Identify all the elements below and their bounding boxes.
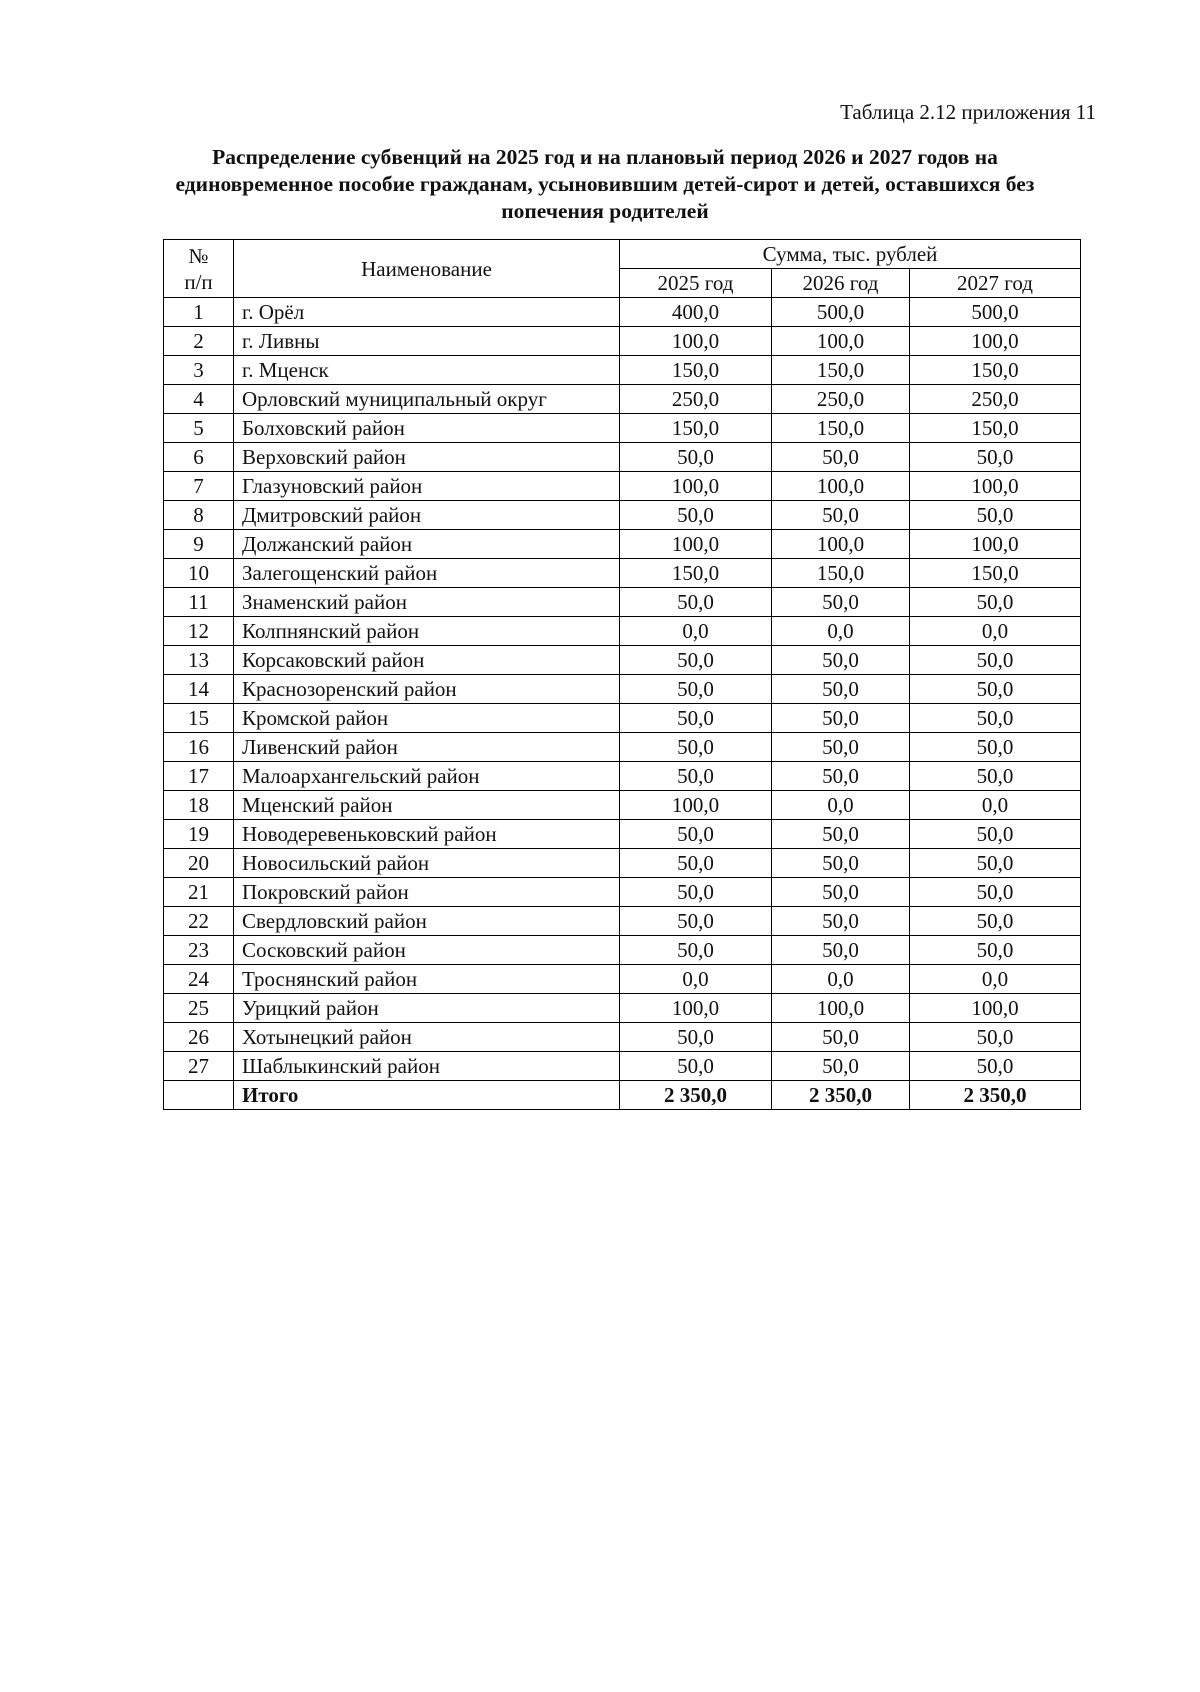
row-number: 23 <box>164 936 234 965</box>
district-name: Орловский муниципальный округ <box>234 385 620 414</box>
district-name: Мценский район <box>234 791 620 820</box>
title-line: попечения родителей <box>501 199 709 223</box>
amount-2026: 50,0 <box>772 762 910 791</box>
row-number: 8 <box>164 501 234 530</box>
district-name: Болховский район <box>234 414 620 443</box>
amount-2025: 50,0 <box>620 646 772 675</box>
district-name: Дмитровский район <box>234 501 620 530</box>
row-number: 20 <box>164 849 234 878</box>
amount-2026: 50,0 <box>772 443 910 472</box>
index-header-line: № <box>188 243 209 268</box>
amount-2025: 100,0 <box>620 791 772 820</box>
amount-2027: 100,0 <box>910 327 1081 356</box>
row-number: 26 <box>164 1023 234 1052</box>
table-container <box>163 239 1081 1110</box>
amount-2027: 50,0 <box>910 1052 1081 1081</box>
district-name: Кромской район <box>234 704 620 733</box>
row-number: 7 <box>164 472 234 501</box>
table-row <box>164 994 1081 1023</box>
table-row <box>164 588 1081 617</box>
index-header-line: п/п <box>184 269 213 294</box>
row-number: 21 <box>164 878 234 907</box>
amount-2026: 50,0 <box>772 878 910 907</box>
total-amount-2027: 2 350,0 <box>910 1081 1081 1110</box>
table-row <box>164 965 1081 994</box>
total-amount-2026: 2 350,0 <box>772 1081 910 1110</box>
amount-2027: 50,0 <box>910 646 1081 675</box>
amount-2025: 50,0 <box>620 907 772 936</box>
amount-2026: 500,0 <box>772 298 910 327</box>
document-title <box>110 144 1100 225</box>
row-number: 19 <box>164 820 234 849</box>
table-row <box>164 646 1081 675</box>
row-number: 25 <box>164 994 234 1023</box>
amount-2026: 50,0 <box>772 588 910 617</box>
district-name: Залегощенский район <box>234 559 620 588</box>
total-district-name: Итого <box>234 1081 620 1110</box>
amount-2025: 0,0 <box>620 965 772 994</box>
title-line: Распределение субвенций на 2025 год и на плановый период 2026 и 2027 годов на <box>212 145 998 169</box>
amount-2025: 100,0 <box>620 327 772 356</box>
amount-2025: 50,0 <box>620 704 772 733</box>
amount-2025: 50,0 <box>620 733 772 762</box>
district-name: Покровский район <box>234 878 620 907</box>
total-amount-2025: 2 350,0 <box>620 1081 772 1110</box>
amount-2026: 50,0 <box>772 907 910 936</box>
district-name: Ливенский район <box>234 733 620 762</box>
district-name: Глазуновский район <box>234 472 620 501</box>
table-row <box>164 1023 1081 1052</box>
table-row <box>164 820 1081 849</box>
amount-2025: 50,0 <box>620 849 772 878</box>
table-row <box>164 878 1081 907</box>
amount-2025: 50,0 <box>620 675 772 704</box>
row-number: 6 <box>164 443 234 472</box>
amount-2026: 50,0 <box>772 936 910 965</box>
amount-2027: 150,0 <box>910 356 1081 385</box>
amount-2027: 50,0 <box>910 820 1081 849</box>
table-row <box>164 472 1081 501</box>
column-header-year: 2027 год <box>910 269 1081 298</box>
amount-2027: 50,0 <box>910 1023 1081 1052</box>
table-row <box>164 443 1081 472</box>
amount-2026: 50,0 <box>772 733 910 762</box>
table-row <box>164 385 1081 414</box>
table-row <box>164 298 1081 327</box>
amount-2025: 50,0 <box>620 1023 772 1052</box>
table-body <box>164 298 1081 1110</box>
column-header-year: 2026 год <box>772 269 910 298</box>
column-header-index <box>164 240 234 298</box>
amount-2026: 0,0 <box>772 965 910 994</box>
amount-2027: 50,0 <box>910 936 1081 965</box>
amount-2027: 0,0 <box>910 617 1081 646</box>
amount-2027: 100,0 <box>910 994 1081 1023</box>
amount-2027: 500,0 <box>910 298 1081 327</box>
district-name: г. Орёл <box>234 298 620 327</box>
row-number: 4 <box>164 385 234 414</box>
row-number: 5 <box>164 414 234 443</box>
amount-2026: 100,0 <box>772 994 910 1023</box>
table-row <box>164 530 1081 559</box>
district-name: Новодеревеньковский район <box>234 820 620 849</box>
amount-2027: 0,0 <box>910 965 1081 994</box>
amount-2026: 250,0 <box>772 385 910 414</box>
amount-2025: 50,0 <box>620 443 772 472</box>
amount-2025: 400,0 <box>620 298 772 327</box>
amount-2027: 100,0 <box>910 530 1081 559</box>
district-name: Хотынецкий район <box>234 1023 620 1052</box>
amount-2027: 50,0 <box>910 733 1081 762</box>
table-row <box>164 936 1081 965</box>
amount-2025: 150,0 <box>620 559 772 588</box>
amount-2027: 50,0 <box>910 762 1081 791</box>
amount-2027: 50,0 <box>910 878 1081 907</box>
amount-2027: 50,0 <box>910 907 1081 936</box>
amount-2026: 0,0 <box>772 617 910 646</box>
amount-2025: 50,0 <box>620 588 772 617</box>
row-number: 17 <box>164 762 234 791</box>
amount-2026: 50,0 <box>772 675 910 704</box>
district-name: Троснянский район <box>234 965 620 994</box>
amount-2026: 150,0 <box>772 414 910 443</box>
amount-2025: 50,0 <box>620 762 772 791</box>
amount-2026: 0,0 <box>772 791 910 820</box>
amount-2026: 50,0 <box>772 1023 910 1052</box>
amount-2026: 50,0 <box>772 1052 910 1081</box>
district-name: Краснозоренский район <box>234 675 620 704</box>
amount-2027: 250,0 <box>910 385 1081 414</box>
row-number: 27 <box>164 1052 234 1081</box>
amount-2027: 50,0 <box>910 588 1081 617</box>
table-row <box>164 501 1081 530</box>
amount-2025: 100,0 <box>620 472 772 501</box>
amount-2025: 50,0 <box>620 501 772 530</box>
amount-2027: 50,0 <box>910 675 1081 704</box>
district-name: Сосковский район <box>234 936 620 965</box>
district-name: Новосильский район <box>234 849 620 878</box>
table-row <box>164 559 1081 588</box>
amount-2026: 100,0 <box>772 472 910 501</box>
row-number: 9 <box>164 530 234 559</box>
table-row <box>164 733 1081 762</box>
amount-2026: 50,0 <box>772 820 910 849</box>
amount-2026: 100,0 <box>772 327 910 356</box>
table-row <box>164 617 1081 646</box>
district-name: Свердловский район <box>234 907 620 936</box>
district-name: г. Мценск <box>234 356 620 385</box>
district-name: Малоархангельский район <box>234 762 620 791</box>
amount-2025: 50,0 <box>620 1052 772 1081</box>
table-row <box>164 356 1081 385</box>
district-name: Верховский район <box>234 443 620 472</box>
table-row <box>164 907 1081 936</box>
table-row <box>164 704 1081 733</box>
table-row <box>164 1052 1081 1081</box>
row-number: 11 <box>164 588 234 617</box>
row-number: 16 <box>164 733 234 762</box>
table-row <box>164 791 1081 820</box>
amount-2026: 50,0 <box>772 704 910 733</box>
district-name: Знаменский район <box>234 588 620 617</box>
column-header-year: 2025 год <box>620 269 772 298</box>
row-number: 22 <box>164 907 234 936</box>
amount-2026: 150,0 <box>772 559 910 588</box>
district-name: Шаблыкинский район <box>234 1052 620 1081</box>
title-line: единовременное пособие гражданам, усыновившим детей-сирот и детей, оставшихся без <box>175 172 1035 196</box>
amount-2026: 50,0 <box>772 646 910 675</box>
row-number: 15 <box>164 704 234 733</box>
amount-2025: 0,0 <box>620 617 772 646</box>
total-row-number <box>164 1081 234 1110</box>
table-row <box>164 762 1081 791</box>
row-number: 24 <box>164 965 234 994</box>
subsidy-table <box>163 239 1081 1110</box>
amount-2027: 50,0 <box>910 849 1081 878</box>
row-number: 3 <box>164 356 234 385</box>
amount-2025: 150,0 <box>620 414 772 443</box>
amount-2027: 150,0 <box>910 559 1081 588</box>
table-row <box>164 849 1081 878</box>
amount-2026: 150,0 <box>772 356 910 385</box>
amount-2027: 50,0 <box>910 443 1081 472</box>
row-number: 18 <box>164 791 234 820</box>
table-row <box>164 414 1081 443</box>
amount-2027: 0,0 <box>910 791 1081 820</box>
amount-2025: 100,0 <box>620 530 772 559</box>
amount-2025: 100,0 <box>620 994 772 1023</box>
amount-2025: 50,0 <box>620 820 772 849</box>
row-number: 10 <box>164 559 234 588</box>
row-number: 12 <box>164 617 234 646</box>
amount-2027: 50,0 <box>910 704 1081 733</box>
amount-2027: 100,0 <box>910 472 1081 501</box>
amount-2027: 50,0 <box>910 501 1081 530</box>
table-reference: Таблица 2.12 приложения 11 <box>840 100 1096 124</box>
column-header-sum: Сумма, тыс. рублей <box>620 240 1081 269</box>
amount-2025: 250,0 <box>620 385 772 414</box>
total-row <box>164 1081 1081 1110</box>
table-row <box>164 327 1081 356</box>
district-name: г. Ливны <box>234 327 620 356</box>
row-number: 13 <box>164 646 234 675</box>
row-number: 1 <box>164 298 234 327</box>
amount-2026: 50,0 <box>772 501 910 530</box>
amount-2025: 50,0 <box>620 878 772 907</box>
row-number: 14 <box>164 675 234 704</box>
amount-2027: 150,0 <box>910 414 1081 443</box>
district-name: Урицкий район <box>234 994 620 1023</box>
district-name: Колпнянский район <box>234 617 620 646</box>
amount-2025: 150,0 <box>620 356 772 385</box>
amount-2026: 100,0 <box>772 530 910 559</box>
table-row <box>164 675 1081 704</box>
row-number: 2 <box>164 327 234 356</box>
district-name: Должанский район <box>234 530 620 559</box>
amount-2026: 50,0 <box>772 849 910 878</box>
district-name: Корсаковский район <box>234 646 620 675</box>
column-header-name: Наименование <box>234 240 620 298</box>
amount-2025: 50,0 <box>620 936 772 965</box>
